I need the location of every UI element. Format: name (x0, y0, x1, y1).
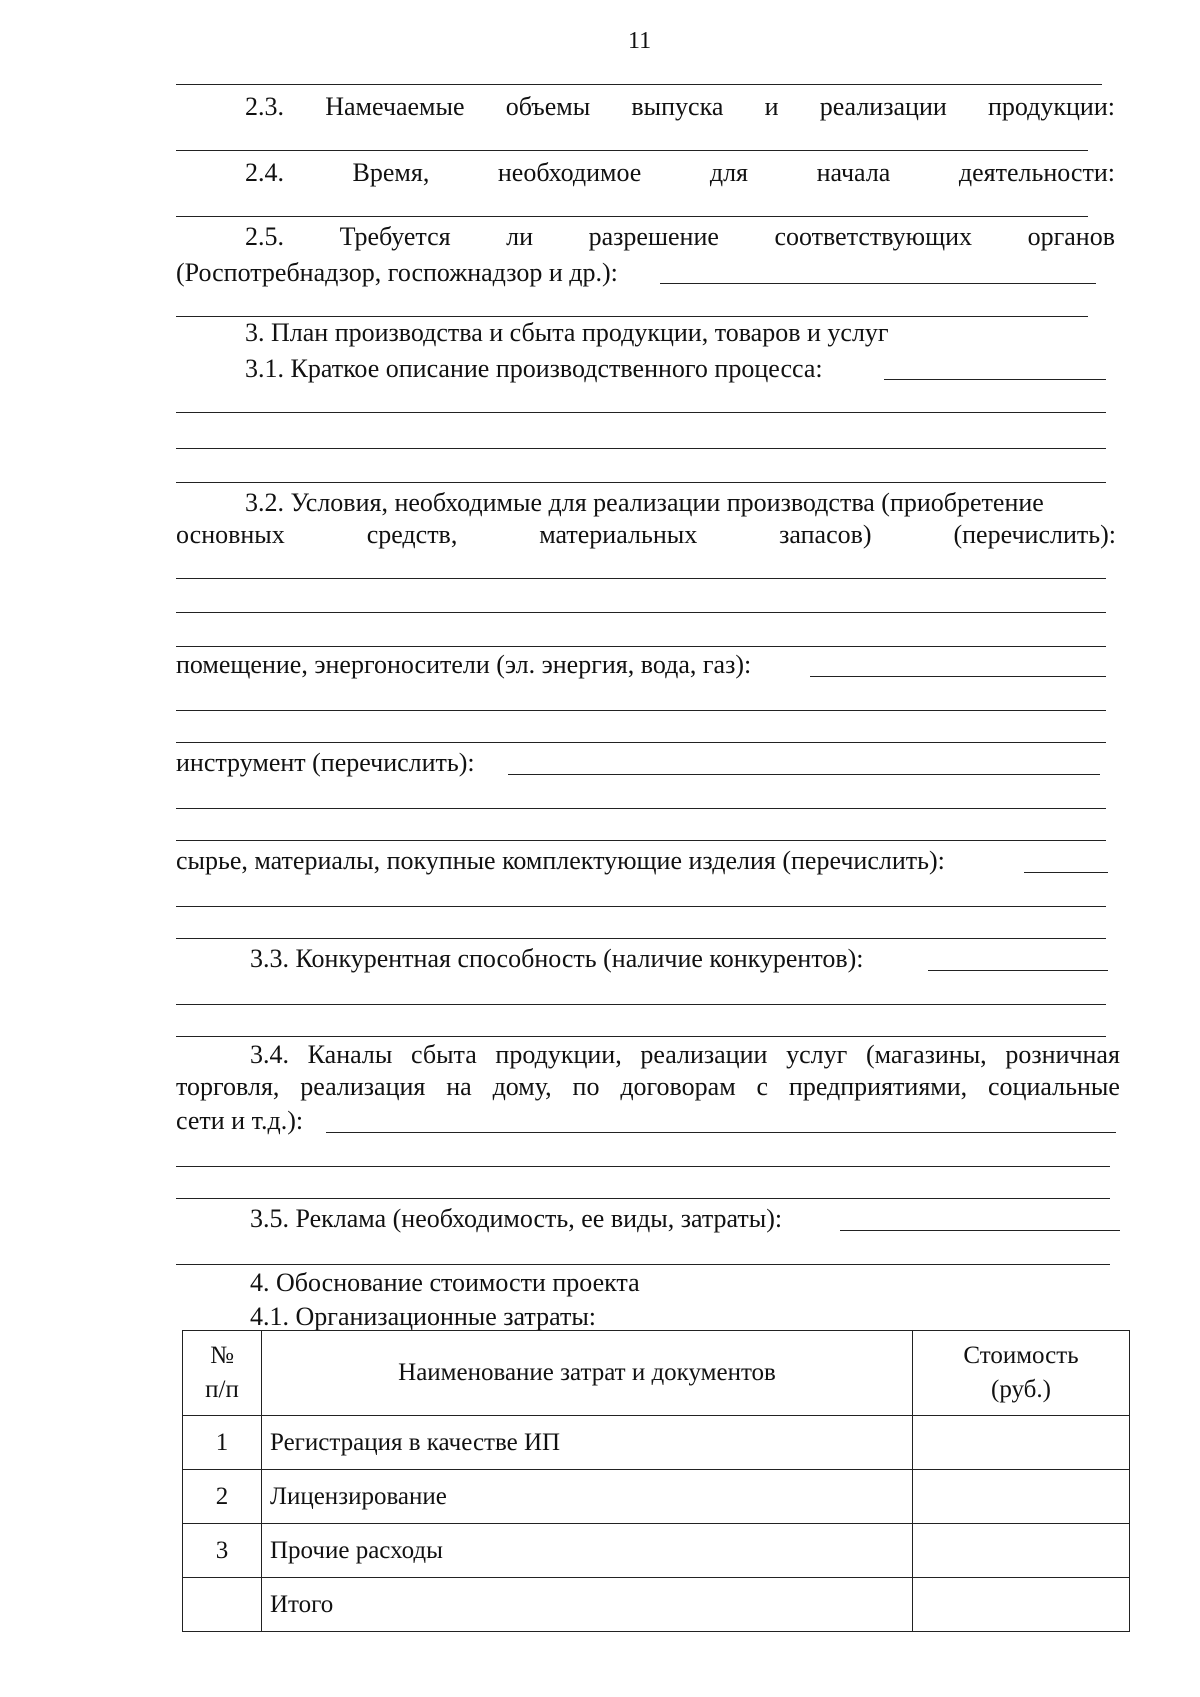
row-name: Прочие расходы (262, 1524, 913, 1578)
fill-line[interactable] (1024, 872, 1108, 873)
blank-line[interactable] (176, 150, 1088, 151)
header-num: № п/п (183, 1331, 262, 1416)
blank-line[interactable] (176, 1036, 1106, 1037)
row-cost-cell[interactable] (913, 1416, 1130, 1470)
row-num: 2 (183, 1470, 262, 1524)
section-3-1: 3.1. Краткое описание производственного процесса: (245, 354, 823, 383)
section-3-4-line1: 3.4. Каналы сбыта продукции, реализации услуг (магазины, розничная (250, 1040, 1120, 1069)
section-2-5: 2.5. Требуется ли разрешение соответствующих органов (245, 222, 1115, 251)
fill-line[interactable] (660, 283, 1096, 284)
page-number: 11 (628, 28, 652, 54)
blank-line[interactable] (176, 938, 1106, 939)
tools-label: инструмент (перечислить): (176, 748, 475, 777)
fill-line[interactable] (884, 379, 1106, 380)
fill-line[interactable] (326, 1132, 1116, 1133)
blank-line[interactable] (176, 710, 1106, 711)
header-cost: Стоимость (руб.) (913, 1331, 1130, 1416)
table-row (183, 1416, 1130, 1470)
blank-line[interactable] (176, 906, 1106, 907)
blank-line[interactable] (176, 578, 1106, 579)
row-num (183, 1578, 262, 1632)
blank-line[interactable] (176, 216, 1088, 217)
fill-line[interactable] (508, 774, 1100, 775)
blank-line[interactable] (176, 412, 1106, 413)
row-name: Итого (262, 1578, 913, 1632)
row-cost-cell[interactable] (913, 1470, 1130, 1524)
section-3-heading: 3. План производства и сбыта продукции, товаров и услуг (245, 318, 889, 347)
section-2-3: 2.3. Намечаемые объемы выпуска и реализации продукции: (245, 92, 1115, 121)
section-4-heading: 4. Обоснование стоимости проекта (250, 1268, 640, 1297)
blank-line[interactable] (176, 316, 1088, 317)
premises-label: помещение, энергоносители (эл. энергия, вода, газ): (176, 650, 752, 679)
blank-line[interactable] (176, 448, 1106, 449)
row-name: Регистрация в качестве ИП (262, 1416, 913, 1470)
blank-line[interactable] (176, 646, 1106, 647)
costs-table (182, 1330, 1130, 1632)
section-2-5-line2: (Роспотребнадзор, госпожнадзор и др.): (176, 258, 618, 287)
fill-line[interactable] (840, 1230, 1120, 1231)
row-num: 1 (183, 1416, 262, 1470)
blank-line[interactable] (176, 840, 1106, 841)
section-3-2-line2: основных средств, материальных запасов) (перечислить): (176, 520, 1116, 549)
blank-line[interactable] (176, 1198, 1110, 1199)
table-row-total (183, 1578, 1130, 1632)
section-2-4: 2.4. Время, необходимое для начала деятельности: (245, 158, 1115, 187)
row-cost-cell[interactable] (913, 1524, 1130, 1578)
blank-line[interactable] (176, 808, 1106, 809)
table-row (183, 1470, 1130, 1524)
row-name: Лицензирование (262, 1470, 913, 1524)
section-3-4-line3: сети и т.д.): (176, 1106, 304, 1135)
blank-line[interactable] (176, 1166, 1110, 1167)
section-3-5: 3.5. Реклама (необходимость, ее виды, затраты): (250, 1204, 783, 1233)
fill-line[interactable] (928, 970, 1108, 971)
section-3-2-line1: 3.2. Условия, необходимые для реализации производства (приобретение (245, 488, 1044, 517)
blank-line[interactable] (176, 612, 1106, 613)
section-3-3: 3.3. Конкурентная способность (наличие конкурентов): (250, 944, 864, 973)
blank-line[interactable] (176, 84, 1102, 85)
blank-line[interactable] (176, 1264, 1110, 1265)
blank-line[interactable] (176, 482, 1106, 483)
row-cost-cell[interactable] (913, 1578, 1130, 1632)
section-3-4-line2: торговля, реализация на дому, по договорам с предприятиями, социальные (176, 1072, 1120, 1101)
header-name: Наименование затрат и документов (262, 1331, 913, 1416)
blank-line[interactable] (176, 1004, 1106, 1005)
table-header-row (183, 1331, 1130, 1416)
blank-line[interactable] (176, 742, 1106, 743)
section-4-1: 4.1. Организационные затраты: (250, 1302, 597, 1331)
materials-label: сырье, материалы, покупные комплектующие изделия (перечислить): (176, 846, 945, 875)
row-num: 3 (183, 1524, 262, 1578)
fill-line[interactable] (810, 676, 1106, 677)
table-row (183, 1524, 1130, 1578)
